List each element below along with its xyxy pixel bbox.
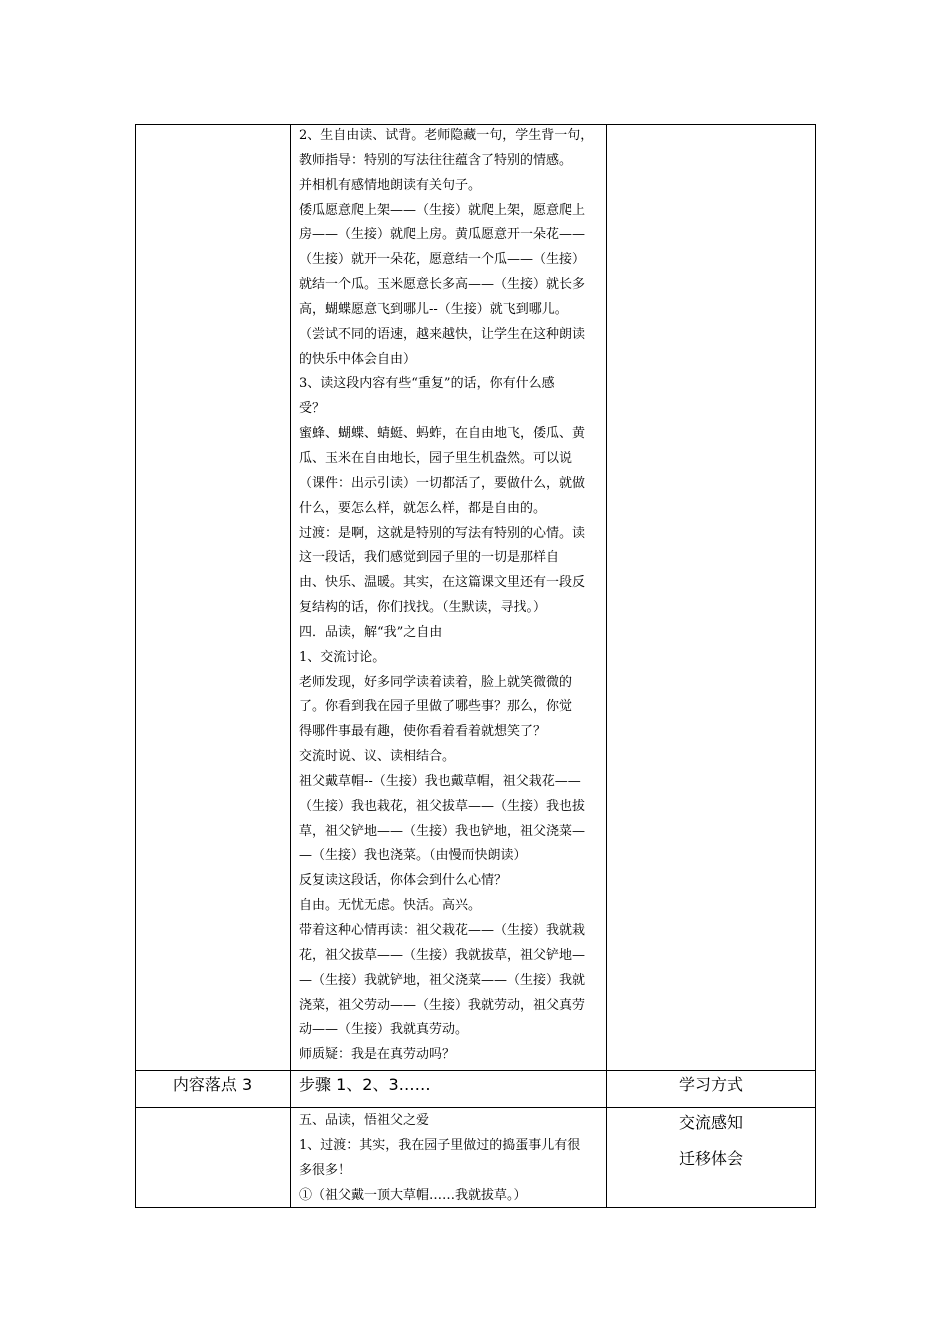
header-content-point: 内容落点 3 bbox=[172, 1075, 253, 1094]
text-line: 交流时说、议、读相结合。 bbox=[299, 749, 456, 765]
text-line: 蜜蜂、蝴蝶、蜻蜓、蚂蚱，在自由地飞，倭瓜、黄 bbox=[299, 426, 586, 442]
text-line: （尝试不同的语速，越来越快，让学生在这种朗读 bbox=[299, 326, 586, 342]
text-line: 由、快乐、温暖。其实，在这篇课文里还有一段反 bbox=[299, 575, 586, 591]
text-line: 复结构的话，你们找找。（生默读，寻找。） bbox=[299, 600, 547, 616]
text-line: （课件：出示引读）一切都活了，要做什么，就做 bbox=[299, 475, 586, 491]
method-item: 交流感知 bbox=[678, 1113, 743, 1132]
text-line: 四．品读，解“我”之自由 bbox=[299, 624, 443, 640]
text-line: 就结一个瓜。玉米愿意长多高——（生接）就长多 bbox=[299, 277, 586, 293]
text-line: 五、品读，悟祖父之爱 bbox=[299, 1113, 430, 1128]
text-line: 祖父戴草帽--（生接）我也戴草帽，祖父栽花—— bbox=[299, 773, 581, 789]
text-line: 得哪件事最有趣，使你看着看着就想笑了？ bbox=[299, 724, 547, 740]
text-line: 什么，要怎么样，就怎么样，都是自由的。 bbox=[299, 500, 547, 516]
text-line: 2、生自由读、试背。老师隐藏一句，学生背一句， bbox=[299, 128, 594, 143]
text-line: （生接）就开一朵花，愿意结一个瓜——（生接） bbox=[299, 252, 586, 268]
text-line: 房——（生接）就爬上房。黄瓜愿意开一朵花—— bbox=[299, 227, 586, 243]
text-line: —（生接）我也浇菜。（由慢而快朗读） bbox=[299, 848, 527, 864]
text-line: 自由。无忧无虑。快活。高兴。 bbox=[299, 898, 482, 914]
text-line: 并相机有感情地朗读有关句子。 bbox=[299, 177, 482, 193]
text-line: 3、读这段内容有些“重复”的话，你有什么感 bbox=[299, 376, 555, 392]
text-line: ①（祖父戴一顶大草帽……我就拔草。） bbox=[299, 1187, 527, 1203]
text-line: 1、交流讨论。 bbox=[299, 649, 386, 665]
column-divider-2 bbox=[606, 124, 607, 1208]
text-line: 了。你看到我在园子里做了哪些事？那么，你觉 bbox=[299, 699, 573, 715]
text-line: 带着这种心情再读：祖父栽花——（生接）我就栽 bbox=[299, 923, 586, 938]
header-learning-method: 学习方式 bbox=[678, 1075, 743, 1094]
text-line: 反复读这段话，你体会到什么心情？ bbox=[299, 873, 508, 889]
text-line: 这一段话，我们感觉到园子里的一切是那样自 bbox=[299, 550, 560, 566]
text-line: 瓜、玉米在自由地长，园子里生机盎然。可以说 bbox=[299, 450, 573, 466]
text-line: 1、过渡：其实，我在园子里做过的捣蛋事儿有很 bbox=[299, 1137, 581, 1153]
text-line: 倭瓜愿意爬上架——（生接）就爬上架，愿意爬上 bbox=[299, 202, 586, 218]
method-item: 迁移体会 bbox=[678, 1149, 743, 1168]
row3-steps-content bbox=[299, 1109, 601, 1208]
text-line: （生接）我也栽花，祖父拔草——（生接）我也拔 bbox=[299, 798, 586, 814]
text-line: 老师发现，好多同学读着读着，脸上就笑微微的 bbox=[299, 674, 573, 690]
header-steps: 步骤 1、2、3…… bbox=[299, 1075, 431, 1094]
text-line: 教师指导：特别的写法往往蕴含了特别的情感。 bbox=[299, 152, 573, 168]
text-line: 过渡：是啊，这就是特别的写法有特别的心情。读 bbox=[299, 525, 586, 541]
text-line: 草，祖父铲地——（生接）我也铲地，祖父浇菜— bbox=[299, 823, 586, 839]
text-line: 动——（生接）我就真劳动。 bbox=[299, 1022, 469, 1038]
row1-steps-content bbox=[299, 124, 601, 1068]
text-line: 花，祖父拔草——（生接）我就拔草，祖父铲地— bbox=[299, 947, 586, 963]
text-line: 多很多！ bbox=[299, 1162, 352, 1178]
text-line: 的快乐中体会自由） bbox=[299, 351, 417, 367]
text-line: 受？ bbox=[299, 401, 326, 417]
column-divider-1 bbox=[290, 124, 291, 1208]
text-line: 浇菜，祖父劳动——（生接）我就劳动，祖父真劳 bbox=[299, 997, 586, 1013]
text-line: 师质疑：我是在真劳动吗？ bbox=[299, 1047, 456, 1063]
text-line: —（生接）我就铲地，祖父浇菜——（生接）我就 bbox=[299, 972, 586, 988]
text-line: 高，蝴蝶愿意飞到哪儿--（生接）就飞到哪儿。 bbox=[299, 301, 568, 317]
row-divider-1 bbox=[135, 1070, 816, 1071]
row3-learning-methods bbox=[606, 1105, 816, 1177]
